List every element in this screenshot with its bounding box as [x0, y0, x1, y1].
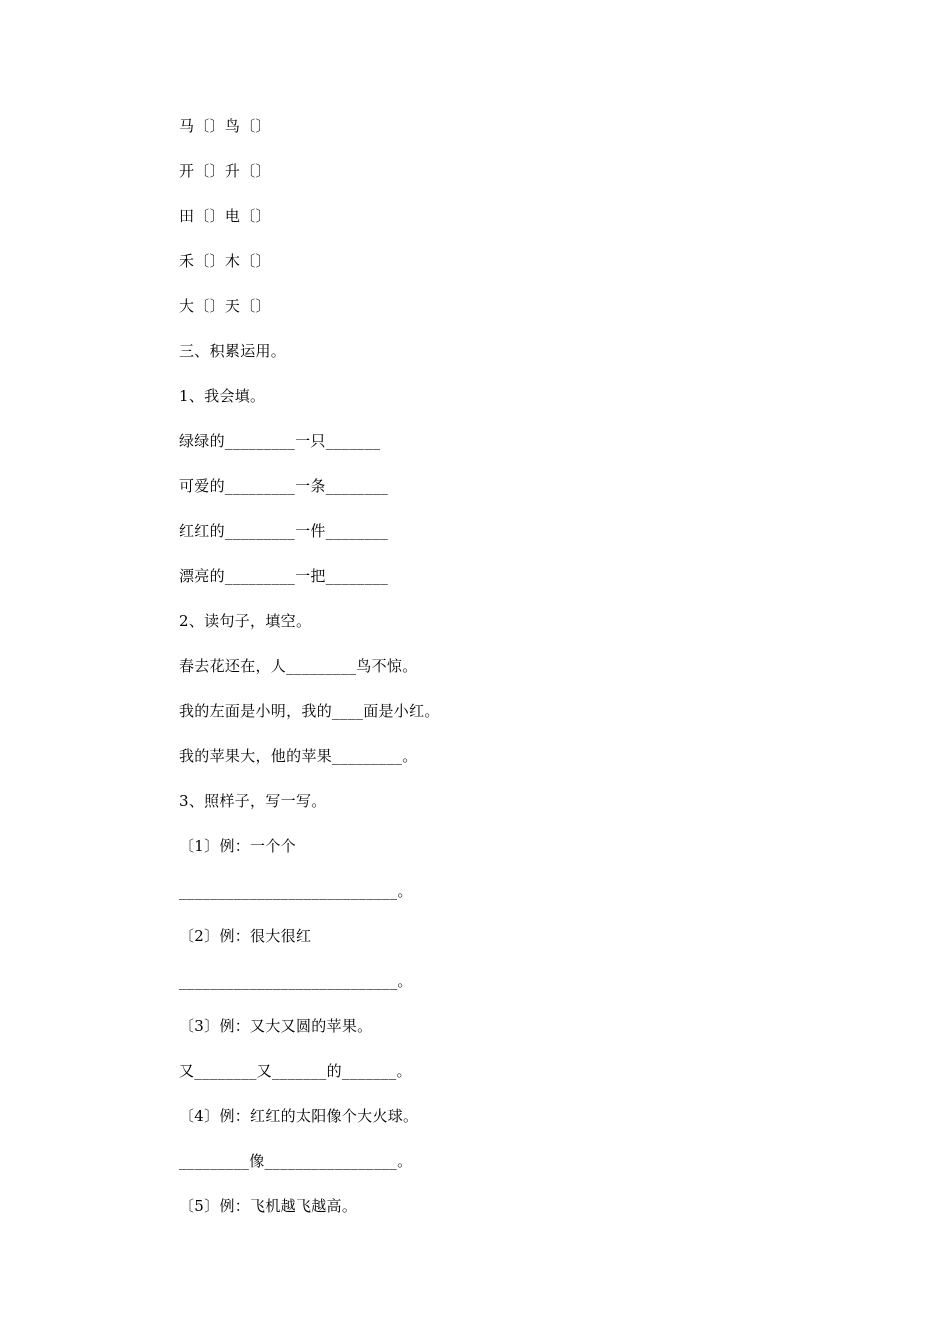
fill-blank-line: 绿绿的_________一只_______ — [179, 432, 381, 450]
sentence-blank-line: 我的苹果大，他的苹果_________。 — [179, 747, 418, 765]
char-pair-line: 马〔〕鸟〔〕 — [179, 117, 271, 135]
answer-line: _________像_________________。 — [179, 1152, 413, 1170]
question-title: 1、我会填。 — [179, 387, 266, 405]
question-title: 3、照样子，写一写。 — [179, 792, 327, 810]
example-line: 〔4〕例：红红的太阳像个大火球。 — [179, 1107, 419, 1125]
answer-line: ____________________________。 — [179, 972, 413, 990]
char-pair-line: 田〔〕电〔〕 — [179, 207, 271, 225]
fill-blank-line: 红红的_________一件________ — [179, 522, 389, 540]
sentence-blank-line: 春去花还在，人_________鸟不惊。 — [179, 657, 418, 675]
answer-line: ____________________________。 — [179, 882, 413, 900]
char-pair-line: 大〔〕天〔〕 — [179, 297, 271, 315]
sentence-blank-line: 我的左面是小明，我的____面是小红。 — [179, 702, 440, 720]
example-line: 〔2〕例：很大很红 — [179, 927, 312, 945]
example-line: 〔1〕例：一个个 — [179, 837, 296, 855]
example-line: 〔3〕例：又大又圆的苹果。 — [179, 1017, 373, 1035]
question-title: 2、读句子，填空。 — [179, 612, 312, 630]
fill-blank-line: 漂亮的_________一把________ — [179, 567, 389, 585]
example-line: 〔5〕例：飞机越飞越高。 — [179, 1197, 358, 1215]
char-pair-line: 禾〔〕木〔〕 — [179, 252, 271, 270]
char-pair-line: 开〔〕升〔〕 — [179, 162, 271, 180]
fill-blank-line: 可爱的_________一条________ — [179, 477, 389, 495]
section-heading: 三、积累运用。 — [179, 342, 287, 360]
answer-line: 又________又_______的_______。 — [179, 1062, 412, 1080]
